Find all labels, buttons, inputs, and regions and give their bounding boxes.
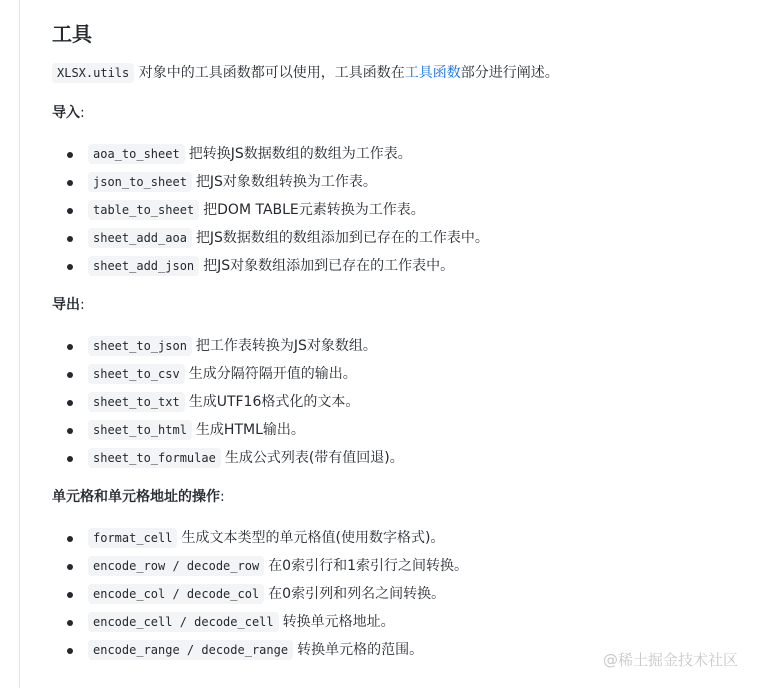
function-desc: 把JS对象数组添加到已存在的工作表中。 — [203, 258, 455, 274]
bullet-icon — [67, 180, 73, 186]
function-desc: 转换单元格的范围。 — [297, 642, 424, 658]
function-code: encode_range / decode_range — [88, 640, 293, 660]
list-item — [52, 416, 404, 444]
function-desc: 把JS数据数组的数组添加到已存在的工作表中。 — [195, 230, 489, 246]
function-code: sheet_to_json — [88, 336, 192, 356]
bullet-icon — [67, 536, 73, 542]
section-title-text: 导出 — [52, 297, 80, 313]
utility-functions-link[interactable]: 工具函数 — [404, 65, 461, 81]
cell-ops-section-title — [52, 486, 225, 508]
function-desc: 在0索引列和列名之间转换。 — [268, 586, 446, 602]
list-item — [52, 224, 489, 252]
list-item — [52, 636, 468, 664]
watermark: @稀土掘金技术社区 — [602, 651, 738, 669]
function-desc: 生成文本类型的单元格值(使用数字格式)。 — [181, 530, 445, 546]
list-item — [52, 388, 404, 416]
import-list — [52, 140, 489, 280]
section-title-text: 单元格和单元格地址的操作 — [52, 489, 220, 505]
function-code: sheet_add_aoa — [88, 228, 192, 248]
colon: : — [80, 297, 85, 313]
bullet-icon — [67, 592, 73, 598]
function-desc: 把DOM TABLE元素转换为工作表。 — [203, 202, 425, 218]
inline-code: XLSX.utils — [52, 63, 134, 83]
bullet-icon — [67, 400, 73, 406]
function-desc: 转换单元格地址。 — [282, 614, 395, 630]
function-code: encode_cell / decode_cell — [88, 612, 279, 632]
bullet-icon — [67, 456, 73, 462]
function-code: sheet_add_json — [88, 256, 199, 276]
colon: : — [220, 489, 225, 505]
function-desc: 把工作表转换为JS对象数组。 — [195, 338, 377, 354]
list-item — [52, 524, 468, 552]
list-item — [52, 552, 468, 580]
list-item — [52, 444, 404, 472]
function-desc: 生成公式列表(带有值回退)。 — [224, 450, 404, 466]
function-desc: 把JS对象数组转换为工作表。 — [195, 174, 377, 190]
list-item — [52, 168, 489, 196]
intro-text: 对象中的工具函数都可以使用，工具函数在 — [138, 65, 405, 81]
function-code: table_to_sheet — [88, 200, 199, 220]
function-code: encode_row / decode_row — [88, 556, 264, 576]
function-code: aoa_to_sheet — [88, 144, 185, 164]
colon: : — [80, 105, 85, 121]
bullet-icon — [67, 344, 73, 350]
function-desc: 在0索引行和1索引行之间转换。 — [268, 558, 468, 574]
document-page — [19, 0, 757, 688]
intro-paragraph — [52, 62, 559, 84]
function-desc: 生成UTF16格式化的文本。 — [188, 394, 360, 410]
cell-ops-list — [52, 524, 468, 664]
list-item — [52, 360, 404, 388]
bullet-icon — [67, 564, 73, 570]
list-item — [52, 332, 404, 360]
bullet-icon — [67, 264, 73, 270]
function-code: sheet_to_txt — [88, 392, 185, 412]
list-item — [52, 196, 489, 224]
bullet-icon — [67, 236, 73, 242]
list-item — [52, 252, 489, 280]
section-heading: 工具 — [52, 22, 92, 46]
bullet-icon — [67, 620, 73, 626]
bullet-icon — [67, 152, 73, 158]
bullet-icon — [67, 648, 73, 654]
list-item — [52, 580, 468, 608]
bullet-icon — [67, 208, 73, 214]
function-code: sheet_to_formulae — [88, 448, 221, 468]
intro-text-end: 部分进行阐述。 — [460, 65, 559, 81]
function-desc: 把转换JS数据数组的数组为工作表。 — [188, 146, 412, 162]
list-item — [52, 140, 489, 168]
list-item — [52, 608, 468, 636]
section-title-text: 导入 — [52, 105, 80, 121]
function-code: encode_col / decode_col — [88, 584, 264, 604]
export-section-title — [52, 294, 85, 316]
function-code: sheet_to_csv — [88, 364, 185, 384]
import-section-title — [52, 102, 85, 124]
export-list — [52, 332, 404, 472]
function-code: sheet_to_html — [88, 420, 192, 440]
function-code: format_cell — [88, 528, 177, 548]
bullet-icon — [67, 372, 73, 378]
function-desc: 生成分隔符隔开值的输出。 — [188, 366, 357, 382]
function-code: json_to_sheet — [88, 172, 192, 192]
function-desc: 生成HTML输出。 — [195, 422, 305, 438]
bullet-icon — [67, 428, 73, 434]
